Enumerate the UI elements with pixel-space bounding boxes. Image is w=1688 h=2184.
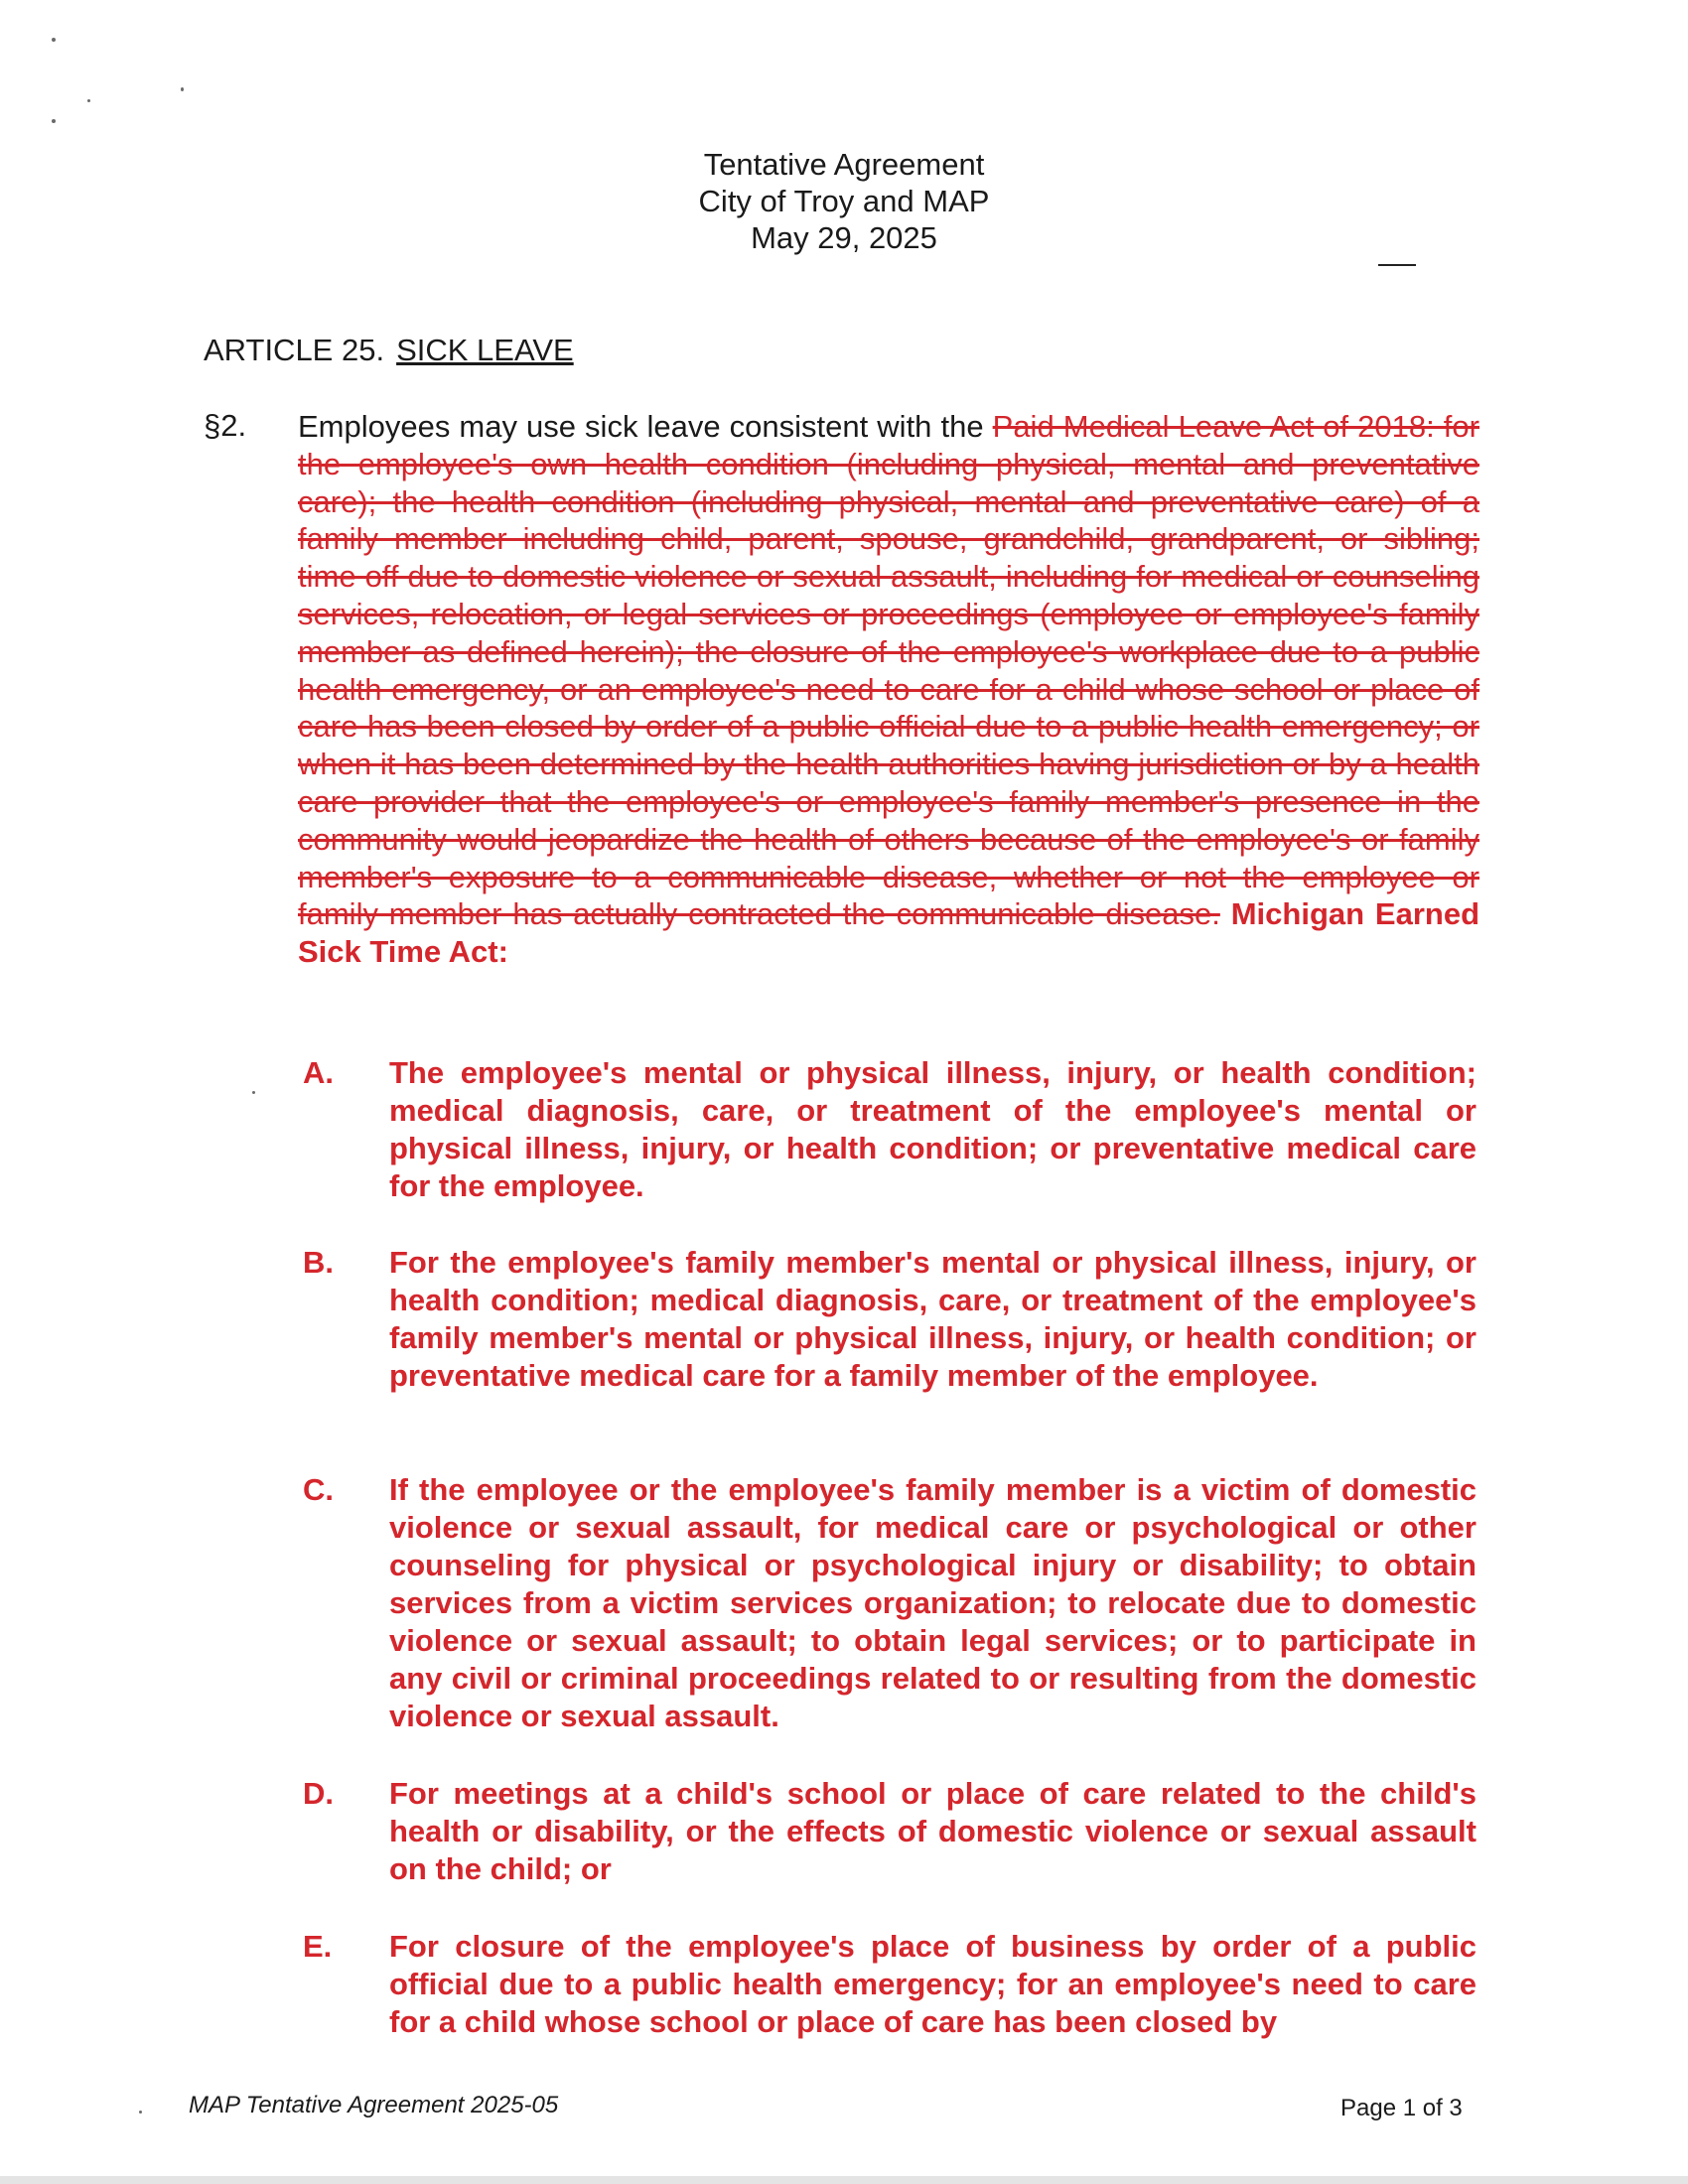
scan-speck	[252, 1091, 255, 1094]
scan-speck	[52, 119, 56, 123]
list-item-text: The employee's mental or physical illness, injury, or health condition; medical diagnosis, care, or treatment of the employee's mental or physical illness, injury, or health condition; or preventative medical care for the employee.	[389, 1055, 1477, 1203]
list-item-text: If the employee or the employee's family member is a victim of domestic violence or sexual assault, for medical care or psychological or other counseling for physical or psychological injury or disability; to obtain services from a victim services organization; to relocate due to domestic violence or sexual assault; to obtain legal services; or to participate in any civil or criminal proceedings related to or resulting from the domestic violence or sexual assault.	[389, 1472, 1477, 1733]
list-item-letter: E.	[303, 1929, 333, 1964]
scan-speck	[139, 2111, 142, 2114]
inserted-text: Michigan Earned Sick Time Act:	[298, 896, 1480, 970]
pen-mark	[1378, 264, 1416, 266]
list-item-letter: C.	[303, 1472, 334, 1507]
footer-page-number: Page 1 of 3	[1340, 2095, 1463, 2121]
list-item-letter: B.	[303, 1245, 334, 1280]
scan-speck	[87, 99, 90, 102]
article-heading	[204, 333, 574, 368]
page-bottom-edge	[0, 2176, 1688, 2184]
list-item-text: For the employee's family member's mental or physical illness, injury, or health condition; medical diagnosis, care, or treatment of the employee's family member's mental or physical illness, injury, or health condition; or preventative medical care for a family member of the employee.	[389, 1245, 1477, 1393]
section-paragraph	[298, 408, 1479, 971]
list-item-text: For closure of the employee's place of business by order of a public official due to a public health emergency; for an employee's need to care for a child whose school or place of care has been closed by	[389, 1929, 1477, 2039]
list-item-text: For meetings at a child's school or place of care related to the child's health or disability, or the effects of domestic violence or sexual assault on the child; or	[389, 1776, 1477, 1886]
deleted-text: Paid Medical Leave Act of 2018: for the employee's own health condition (including physical, mental and preventative care); the health condition (including physical, mental and preventative care) of a family member including child, parent, spouse, grandchild, grandparent, or sibling; time off due to domestic violence or sexual assault, including for medical or counseling services, relocation, or legal services or proceedings (employee or employee's family member as defined herein); the closure of the employee's workplace due to a public health emergency, or an employee's need to care for a child whose school or place of care has been closed by order of a public official due to a public health emergency; or when it has been determined by the health authorities having jurisdiction or by a health care provider that the employee's or employee's family member's presence in the community would jeopardize the health of others because of the employee's or family member's exposure to a communicable disease, whether or not the employee or family member has actually contracted the communicable disease.	[298, 409, 1479, 932]
section-intro-text: Employees may use sick leave consistent with the	[298, 409, 984, 444]
list-item-letter: A.	[303, 1055, 334, 1090]
scan-speck	[181, 87, 184, 91]
document-header	[496, 146, 1192, 256]
article-title: SICK LEAVE	[396, 333, 574, 367]
header-title: Tentative Agreement	[703, 147, 985, 182]
list-item-letter: D.	[303, 1776, 334, 1811]
footer-document-id: MAP Tentative Agreement 2025-05	[189, 2092, 559, 2118]
header-date: May 29, 2025	[751, 220, 937, 255]
scan-speck	[52, 38, 56, 42]
article-number: ARTICLE 25.	[204, 333, 385, 367]
section-number: §2.	[204, 408, 247, 443]
header-parties: City of Troy and MAP	[698, 184, 990, 218]
